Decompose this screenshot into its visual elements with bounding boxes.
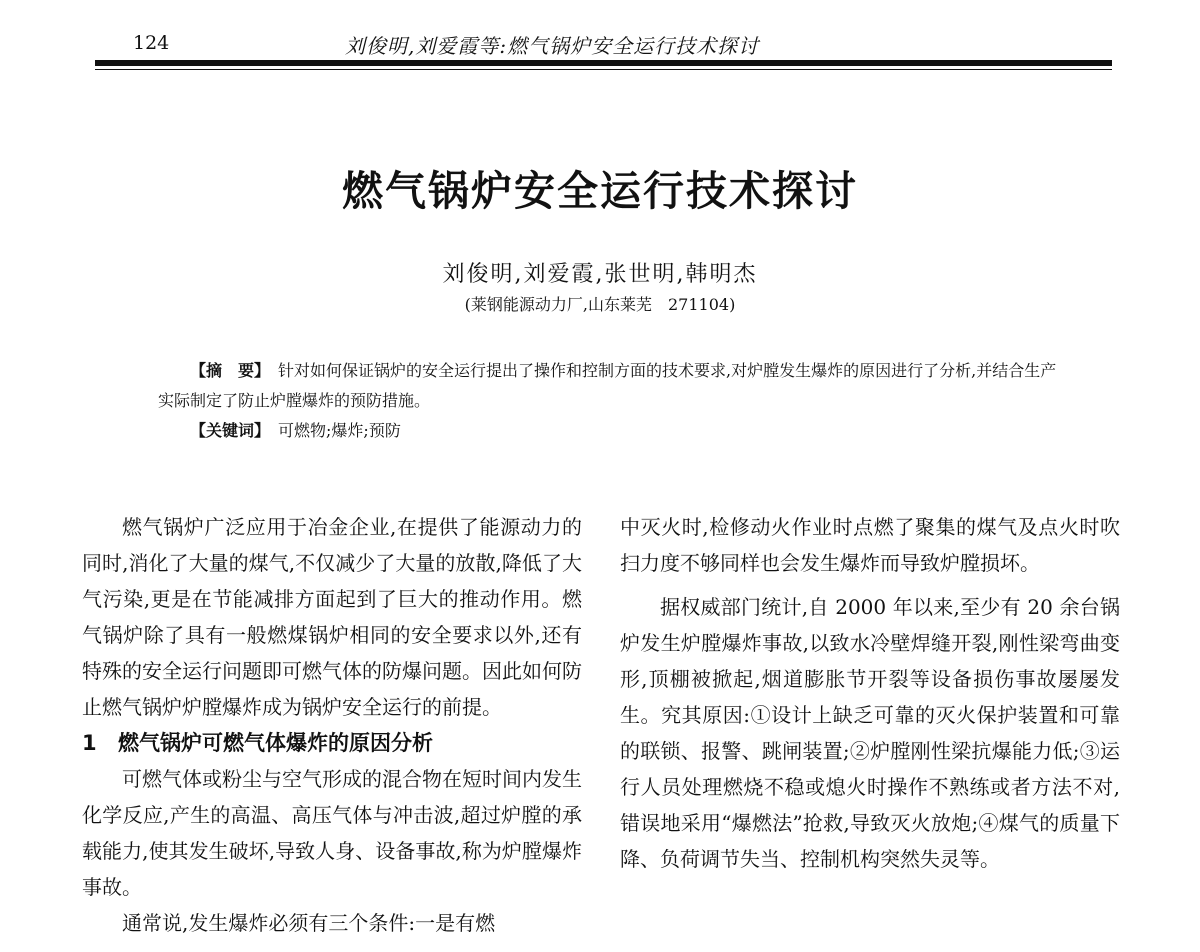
keywords-label: 【关键词】 <box>190 421 263 440</box>
keywords <box>190 418 401 441</box>
section-title: 燃气锅炉可燃气体爆炸的原因分析 <box>118 731 433 755</box>
section-heading <box>82 725 582 761</box>
header-rule-thin <box>95 69 1112 70</box>
left-column <box>82 509 582 941</box>
section-paragraph: 可燃气体或粉尘与空气形成的混合物在短时间内发生化学反应,产生的高温、高压气体与冲击波,超过炉膛的承载能力,使其发生破坏,导致人身、设备事故,称为炉膛爆炸事故。 <box>82 767 582 899</box>
affiliation: (莱钢能源动力厂,山东莱芜 271104) <box>464 295 736 314</box>
continuation-paragraph: 中灭火时,检修动火作业时点燃了聚集的煤气及点火时吹扫力度不够同样也会发生爆炸而导致炉膛损坏。 <box>620 515 1120 575</box>
running-title: 刘俊明,刘爱霞等:燃气锅炉安全运行技术探讨 <box>345 34 760 58</box>
abstract-label: 【摘 要】 <box>190 361 263 380</box>
intro-paragraph: 燃气锅炉广泛应用于冶金企业,在提供了能源动力的同时,消化了大量的煤气,不仅减少了大量的放散,降低了大气污染,更是在节能减排方面起到了巨大的推动作用。燃气锅炉除了具有一般燃煤锅炉相同的安全要求以外,还有特殊的安全运行问题即可燃气体的防爆问题。因此如何防止燃气锅炉炉膛爆炸成为锅炉安全运行的前提。 <box>82 515 582 719</box>
statistics-paragraph: 据权威部门统计,自 2000 年以来,至少有 20 余台锅炉发生炉膛爆炸事故,以致水冷壁焊缝开裂,刚性梁弯曲变形,顶棚被掀起,烟道膨胀节开裂等设备损伤事故屡屡发生。究其原因:①设计上缺乏可靠的灭火保护装置和可靠的联锁、报警、跳闸装置;②炉膛刚性梁抗爆能力低;③运行人员处理燃烧不稳或熄火时操作不熟练或者方法不对,错误地采用“爆燃法”抢救,导致灭火放炮;④煤气的质量下降、负荷调节失当、控制机构突然失灵等。 <box>620 595 1120 871</box>
abstract-text: 针对如何保证锅炉的安全运行提出了操作和控制方面的技术要求,对炉膛发生爆炸的原因进行了分析,并结合生产实际制定了防止炉膛爆炸的预防措施。 <box>158 361 1057 410</box>
right-column <box>620 509 1120 877</box>
abstract <box>158 356 1058 416</box>
header-rule-thick <box>95 60 1112 66</box>
cut-off-paragraph: 通常说,发生爆炸必须有三个条件:一是有燃 <box>122 911 496 935</box>
article-title: 燃气锅炉安全运行技术探讨 <box>342 167 858 215</box>
keywords-text: 可燃物;爆炸;预防 <box>278 421 401 440</box>
page-header <box>0 0 1200 80</box>
author-list: 刘俊明,刘爱霞,张世明,韩明杰 <box>442 262 758 287</box>
page-number: 124 <box>133 32 170 54</box>
section-number: 1 <box>82 731 97 755</box>
